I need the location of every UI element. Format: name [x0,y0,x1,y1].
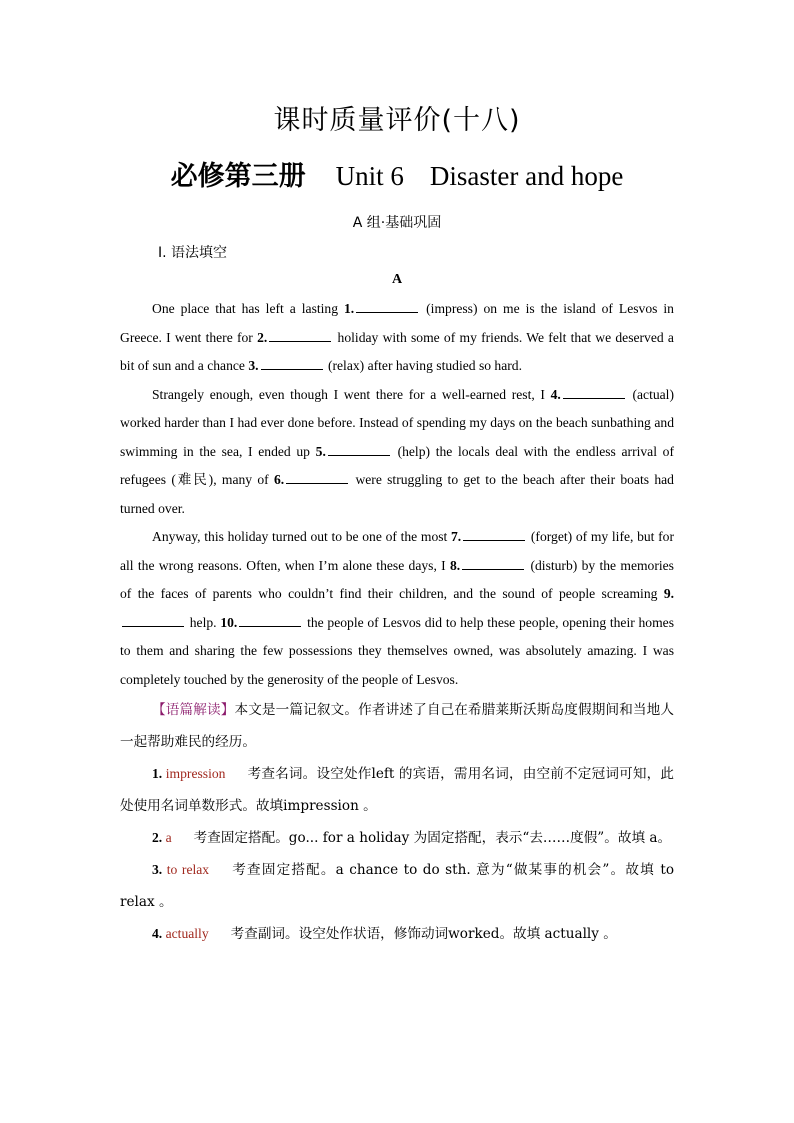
answer-number: 4. [152,926,163,941]
passage-text: (disturb) by the memories of the faces of parents who couldn’t find their children, and the sound of people screaming [120,557,674,601]
page-title: 课时质量评价(十八) [273,105,521,136]
section-heading: Ⅰ. 语法填空 [158,245,228,261]
passage-text: Anyway, this holiday turned out to be one of the most [152,529,448,544]
passage-paragraph-2 [120,381,674,524]
blank-line [462,557,524,570]
answer-explanation: 考查固定搭配。a chance to do sth. 意为“做某事的机会”。故填 to relax 。 [120,862,675,910]
blank-line [563,386,625,399]
answer-value: a [165,830,172,845]
passage-text: (relax) after having studied so hard. [327,358,522,373]
blank-line [239,614,301,627]
answer-explanation: 考查固定搭配。go... for a holiday 为固定搭配，表示“去……度假”。故填 a。 [193,830,672,846]
passage-text: (actual) worked harder than I had ever done before. Instead of spending my days on the beach sunbathing and swimming in the sea, I ended up [120,386,674,459]
blank-number: 3. [248,358,259,373]
answer-value: impression [165,766,226,781]
passage-paragraph-1 [120,295,674,381]
passage-text: (forget) of my life, but for all the wrong reasons. Often, when I’m alone these days, I [120,529,674,573]
document-body [120,295,674,950]
answer-explanation: 考查副词。设空处作状语，修饰动词worked。故填 actually 。 [230,926,617,942]
analysis-tag: 【语篇解读】 [152,702,235,718]
book-name: 必修第三册 [170,161,306,192]
blank-number: 1. [343,301,355,316]
passage-text: One place that has left a lasting [152,301,339,316]
blank-number: 5. [315,443,326,459]
answer-number: 3. [152,862,163,877]
passage-text: help. [189,614,217,630]
answer-value: actually [165,926,209,941]
blank-line [122,614,184,627]
passage-text: holiday with some of my friends. We felt that we deserved a bit of sun and a chance [120,329,674,373]
group-heading: A 组·基础巩固 [352,215,442,231]
blank-number: 8. [449,557,461,573]
answer-number: 2. [152,830,163,845]
blank-line [463,528,525,541]
answer-item [120,918,674,950]
blank-number: 6. [273,472,285,487]
answer-number: 1. [152,766,163,781]
blank-line [328,443,390,456]
analysis-summary [120,694,674,758]
blank-line [356,300,418,313]
answer-explanation: 考查名词。设空处作left 的宾语，需用名词，由空前不定冠词可知，此处使用名词单数形式。故填impression 。 [120,766,674,814]
answer-value: to relax [166,862,210,877]
blank-number: 9. [663,586,675,601]
passage-text: (impress) on me is the island of Lesvos in Greece. I went there for [120,301,674,345]
blank-line [286,471,348,484]
page-subtitle [0,154,794,193]
passage-paragraph-3 [120,523,674,694]
passage-label: A [391,272,403,287]
blank-line [269,329,331,342]
unit-topic: Disaster and hope [429,161,624,191]
blank-line [261,357,323,370]
passage-text: the people of Lesvos did to help these people, opening their homes to them and sharing the few possessions they themselves owned, was absolutely amazing. I was completely touched by the generosity of the people of Lesvos. [120,614,674,687]
blank-number: 4. [550,386,561,402]
blank-number: 2. [257,329,268,345]
answer-item [120,758,674,822]
unit-number: Unit 6 [335,161,404,191]
answer-item [120,854,674,918]
blank-number: 10. [220,614,238,630]
analysis-text: 本文是一篇记叙文。作者讲述了自己在希腊莱斯沃斯岛度假期间和当地人一起帮助难民的经历。 [120,702,675,750]
answer-item [120,822,674,854]
passage-text: Strangely enough, even though I went there for a well-earned rest, I [152,386,545,402]
passage-text: (help) the locals deal with the endless arrival of refugees (难民), many of [120,443,674,487]
passage-text: were struggling to get to the beach after their boats had turned over. [120,472,674,516]
blank-number: 7. [451,529,462,544]
